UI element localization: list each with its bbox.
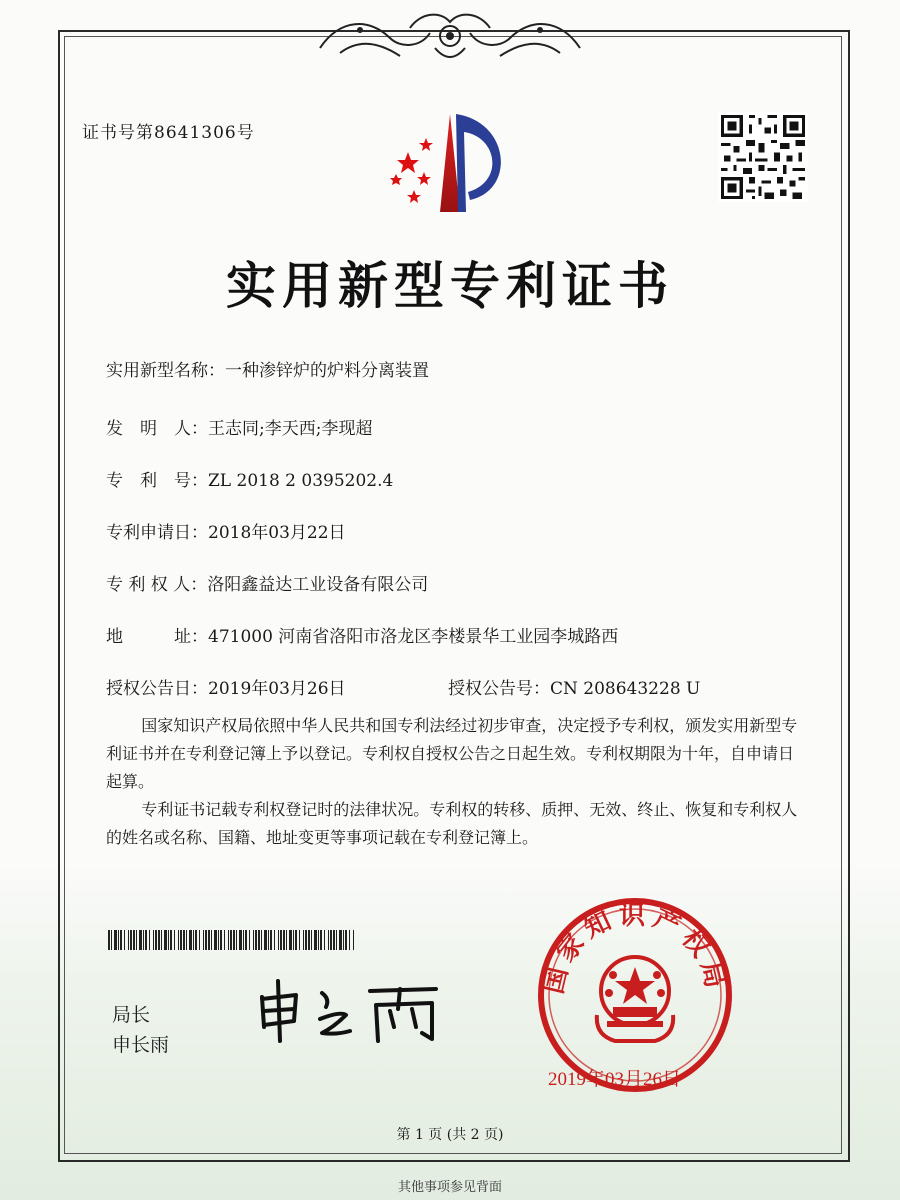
certificate-number: 证书号第8641306号 (82, 123, 255, 143)
certificate-title: 实用新型专利证书 (226, 256, 674, 315)
field-label: 专 利 权 人： (106, 575, 208, 595)
field-patentee (106, 570, 428, 595)
body-paragraph: 国家知识产权局依照中华人民共和国专利法经过初步审查，决定授予专利权，颁发实用新型专利证书并在专利登记簿上予以登记。专利权自授权公告之日起生效。专利权期限为十年，自申请日起算。 (106, 716, 798, 791)
field-announcement-number (448, 674, 700, 699)
field-value: 一种渗锌炉的炉料分离装置 (225, 361, 429, 381)
svg-text:国家知识产权局: 国家知识产权局 (538, 901, 732, 997)
field-label: 授权公告号： (448, 679, 550, 699)
page-number: 第 1 页 (共 2 页) (396, 1127, 504, 1143)
signatory-title: 局长 (112, 1004, 151, 1026)
field-patent-number (106, 466, 393, 491)
field-value: 2019年03月26日 (208, 679, 346, 699)
body-paragraph: 专利证书记载专利权登记时的法律状况。专利权的转移、质押、无效、终止、恢复和专利权人的姓名或名称、国籍、地址变更等事项记载在专利登记簿上。 (106, 800, 798, 847)
field-value: 2018年03月22日 (208, 523, 346, 543)
field-value: ZL 2018 2 0395202.4 (208, 471, 394, 491)
field-application-date (106, 518, 346, 543)
qr-code-icon (718, 112, 808, 202)
field-label: 发 明 人： (106, 419, 208, 439)
field-value: 洛阳鑫益达工业设备有限公司 (207, 575, 429, 595)
barcode-icon (108, 930, 354, 950)
field-label: 地 址： (106, 627, 208, 647)
field-label: 专 利 号： (106, 471, 208, 491)
field-label: 专利申请日： (106, 523, 208, 543)
handwritten-signature (250, 975, 450, 1045)
footer-note: 其他事项参见背面 (397, 1180, 502, 1195)
patent-office-logo-icon (378, 112, 518, 222)
field-announcement-date (106, 674, 346, 699)
field-utility-model-name (106, 356, 429, 381)
field-value: CN 208643228 U (550, 679, 701, 699)
field-value: 王志同;李天西;李现超 (208, 419, 373, 439)
seal-date: 2019年03月26日 (548, 1069, 682, 1090)
certificate-body (106, 712, 806, 852)
field-label: 实用新型名称： (106, 361, 225, 381)
field-address (106, 622, 618, 647)
ornament-icon (300, 8, 600, 68)
field-inventors (106, 414, 372, 439)
field-label: 授权公告日： (106, 679, 208, 699)
signatory-name: 申长雨 (112, 1034, 170, 1056)
field-value: 471000 河南省洛阳市洛龙区李楼景华工业园李城路西 (208, 627, 619, 647)
